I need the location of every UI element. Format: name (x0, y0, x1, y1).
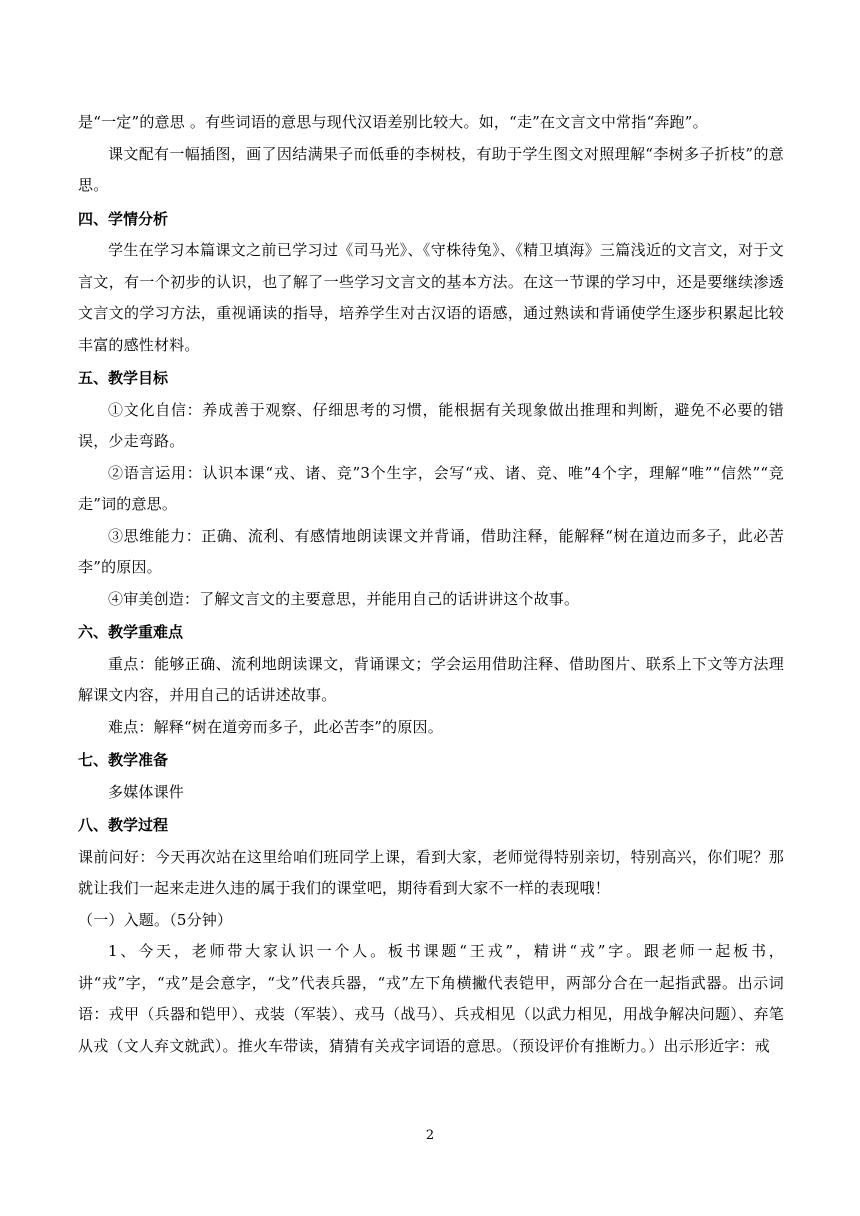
document-body (78, 107, 784, 1062)
section-heading: 五、教学目标 (78, 369, 169, 387)
body-paragraph: ①文化自信：养成善于观察、仔细思考的习惯，能根据有关现象做出推理和判断，避免不必要的错误，少走弯路。 (78, 400, 784, 450)
body-paragraph: 学生在学习本篇课文之前已学习过《司马光》、《守株待兔》、《精卫填海》三篇浅近的文言文，对于文言文，有一个初步的认识，也了解了一些学习文言文的基本方法。在这一节课的学习中，还是要继续渗透文言文的学习方法，重视诵读的指导，培养学生对古汉语的语感，通过熟读和背诵使学生逐步积累起比较丰富的感性材料。 (78, 241, 784, 354)
section-heading: 七、教学准备 (78, 751, 169, 769)
body-paragraph: ②语言运用：认识本课“戎、诸、竞”3个生字，会写“戎、诸、竞、唯”4个字，理解“唯”“信然”“竞走”词的意思。 (78, 463, 784, 513)
body-paragraph: 课文配有一幅插图，画了因结满果子而低垂的李树枝，有助于学生图文对照理解“李树多子折枝”的意思。 (78, 144, 784, 194)
section-heading: 四、学情分析 (78, 209, 169, 228)
body-paragraph: ④审美创造：了解文言文的主要意思，并能用自己的话讲讲这个故事。 (108, 589, 580, 608)
body-paragraph: （一）入题。（5分钟） (78, 910, 233, 929)
body-paragraph: 重点：能够正确、流利地朗读课文，背诵课文；学会运用借助注释、借助图片、联系上下文等方法理解课文内容，并用自己的话讲述故事。 (78, 654, 784, 704)
body-paragraph: ③思维能力：正确、流利、有感情地朗读课文并背诵，借助注释，能解释“树在道边而多子，此必苦李”的原因。 (78, 526, 784, 576)
section-heading: 六、教学重难点 (78, 623, 184, 641)
body-paragraph: 1、今天，老师带大家认识一个人。板书课题“王戎”，精讲“戎”字。跟老师一起板书，讲“戎”字，“戎”是会意字，“戈”代表兵器，“戎”左下角横撇代表铠甲，两部分合在一起指武器。出示词语：戎甲（兵器和铠甲）、戎装（军装）、戎马（战马）、兵戎相见（以武力相见，用战争解决问题）、弃笔从戎（文人弃文就武）。推火车带读，猜猜有关戎字词语的意思。（预设评价有推断力。）出示形近字：戒 (78, 942, 784, 1055)
page-number: 2 (425, 1128, 435, 1143)
section-heading: 八、教学过程 (78, 816, 169, 834)
body-paragraph: 课前问好：今天再次站在这里给咱们班同学上课，看到大家，老师觉得特别亲切，特别高兴，你们呢？那就让我们一起来走进久违的属于我们的课堂吧，期待看到大家不一样的表现哦！ (78, 847, 784, 897)
body-paragraph: 难点：解释“树在道旁而多子，此必苦李”的原因。 (108, 717, 443, 736)
body-paragraph: 多媒体课件 (108, 782, 185, 801)
body-paragraph: 是“一定”的意思 。有些词语的意思与现代汉语差别比较大。如，“走”在文言文中常指“奔跑”。 (78, 113, 708, 131)
